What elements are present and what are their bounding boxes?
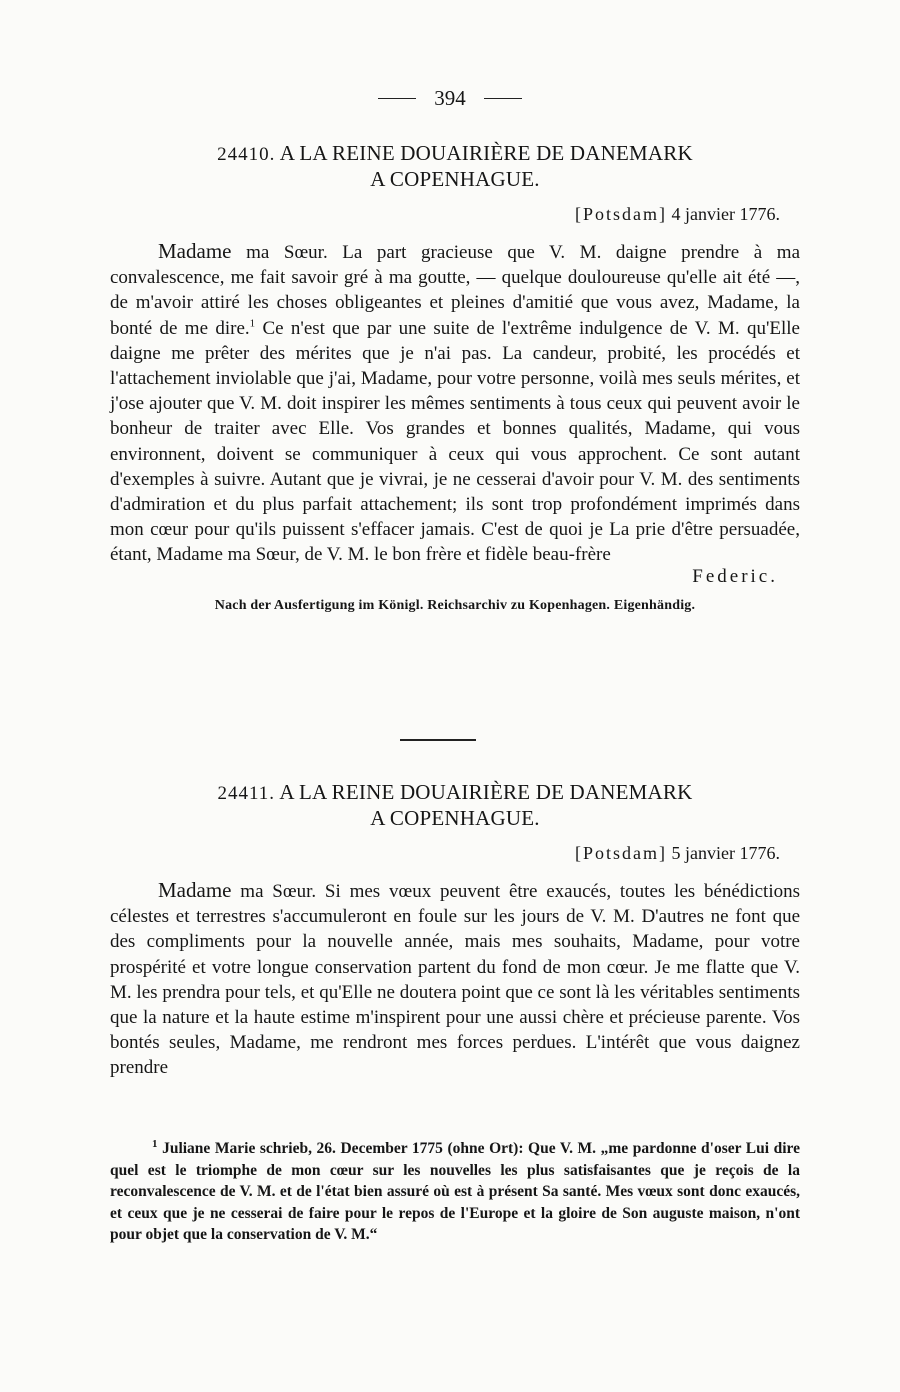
body-text: ma Sœur. Si mes vœux peuvent être exaucés, toutes les bénédictions célestes et terrestres s'accumuleront en foule sur les jours de V. M. D'autres ne font que des compliments pour la nouvelle année, mais mes souhaits, Madame, pour votre prospérité et votre longue conservation partent du fond de mon cœur. Je me flatte que V. M. les prendra pour tels, et qu'Elle ne doutera point que ce sont là les véritables sentiments que la nature et la haute estime m'inspirent pour une aussi chère et précieuse parente. Vos bontés seules, Madame, me rendront mes forces perdues. L'intérêt que vous daignez prendre — [110, 881, 801, 1079]
letter-body — [110, 239, 800, 568]
date: 4 janvier 1776. — [671, 204, 780, 224]
page-number-dash-right — [484, 98, 522, 99]
letter-24410 — [110, 141, 800, 614]
signature: Federic. — [692, 565, 778, 587]
letter-title: A LA REINE DOUAIRIÈRE DE DANEMARK — [279, 780, 693, 804]
letter-title: A LA REINE DOUAIRIÈRE DE DANEMARK — [279, 141, 693, 165]
salutation: Madame — [158, 878, 232, 902]
date-place: [Potsdam] — [575, 843, 668, 863]
date-place: [Potsdam] — [575, 204, 668, 224]
page-number-line — [0, 86, 900, 111]
salutation: Madame — [158, 239, 232, 263]
body-part-b: Ce n'est que par une suite de l'extrême indulgence de V. M. qu'Elle daigne me prêter des mérites que je n'ai pas. La candeur, probité, les procédés et l'attachement inviolable que j'ai, Madame, pour votre personne, voilà mes seuls mérites, et j'ose ajouter que V. M. doit inspirer les mêmes sentiments à tous ceux qui peuvent avoir le bonheur de traiter avec Elle. Vos grandes et bonnes qualités, Madame, qui vous environnent, doivent se communiquer à ceux qui vous approchent. Ce sont autant d'exemples à suivre. Autant que je vivrai, je ne cesserai d'avoir pour V. M. des sentiments d'admiration et du plus parfait attachement; ils sont trop profondément imprimés dans mon cœur pour qu'ils puissent s'effacer jamais. C'est de quoi je La prie d'être persuadée, étant, Madame ma Sœur, de V. M. le bon frère et fidèle beau-frère — [110, 317, 800, 566]
footnote-marker: 1 — [249, 317, 256, 330]
letter-24411 — [110, 780, 800, 1081]
footnote — [110, 1138, 800, 1246]
footnote-number: 1 — [152, 1137, 158, 1150]
letter-subtitle: A COPENHAGUE. — [370, 167, 540, 191]
letter-subtitle: A COPENHAGUE. — [370, 806, 540, 830]
date: 5 janvier 1776. — [671, 843, 780, 863]
letter-heading — [110, 780, 800, 831]
letter-title-line — [110, 141, 800, 167]
dateline — [110, 843, 800, 864]
body-part-a: ma Sœur. La part gracieuse que V. M. daigne prendre à ma convalescence, me fait savoir gré à ma goutte, — quelque douloureuse qu'elle ait été —, de m'avoir attiré les choses obligeantes et pleines d'amitié que vous avez, Madame, la bonté de me dire. — [110, 242, 801, 339]
page-number-dash-left — [378, 98, 416, 99]
letter-title-line — [110, 780, 800, 806]
footnote-text: Juliane Marie schrieb, 26. December 1775 (ohne Ort): Que V. M. „me pardonne d'oser Lui dire quel est le triomphe de mon cœur sur les nouvelles les plus satisfaisantes que je reçois de la reconvalescence de V. M. et de l'état bien assuré où est à présent Sa santé. Mes vœux sont donc exaucés, et ceux que je ne cesserai de faire pour le repos de l'Europe et la gloire de Son auguste maison, n'ont pour objet que la conservation de V. M.“ — [110, 1140, 801, 1243]
section-separator — [400, 739, 476, 741]
letter-heading — [110, 141, 800, 192]
page-number: 394 — [434, 86, 466, 110]
dateline — [110, 204, 800, 225]
letter-number: 24410. — [217, 144, 276, 165]
source-note: Nach der Ausfertigung im Königl. Reichsarchiv zu Kopenhagen. Eigenhändig. — [214, 597, 696, 613]
letter-body — [110, 878, 800, 1081]
letter-number: 24411. — [217, 783, 276, 804]
